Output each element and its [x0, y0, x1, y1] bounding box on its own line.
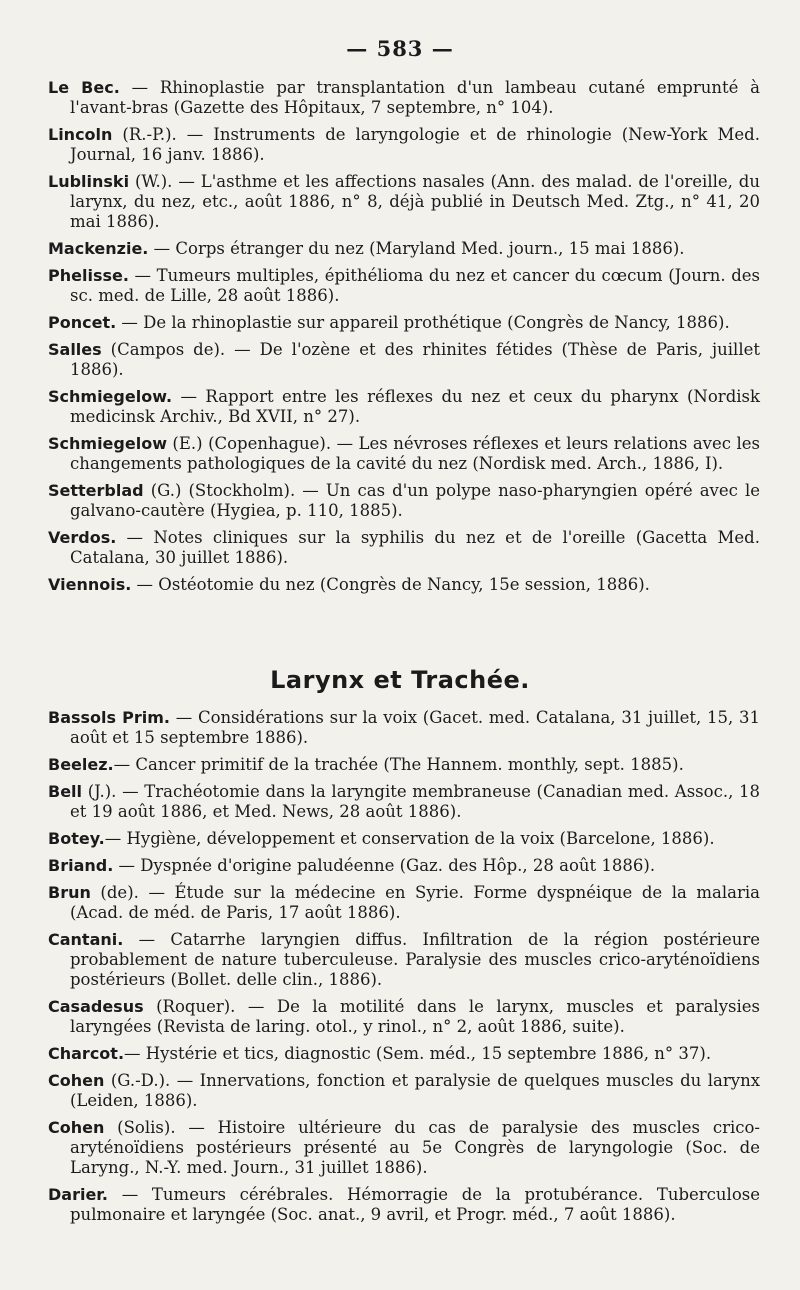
bibliography-entry: [48, 782, 760, 822]
bibliography-entry: [48, 1071, 760, 1111]
bibliography-entry: [48, 1185, 760, 1225]
bibliography-entry: [48, 708, 760, 748]
page-number: — 583 —: [346, 36, 454, 61]
bibliography-entry: [48, 829, 760, 849]
entry-author: Lincoln: [48, 125, 113, 144]
entry-author: Charcot.: [48, 1044, 125, 1063]
entry-text: — Rapport entre les réflexes du nez et ceux du pharynx (Nordisk medicinsk Archiv., Bd XVII, n° 27).: [70, 387, 760, 426]
entry-text: — Corps étranger du nez (Maryland Med. journ., 15 mai 1886).: [148, 239, 685, 258]
entry-author: Mackenzie.: [48, 239, 149, 258]
bibliography-entry: [48, 575, 760, 595]
entry-text: (de). — Étude sur la médecine en Syrie. Forme dyspnéique de la malaria (Acad. de méd. de Paris, 17 août 1886).: [70, 883, 760, 922]
bibliography-entry: [48, 387, 760, 427]
entry-text: — Considérations sur la voix (Gacet. med. Catalana, 31 juillet, 15, 31 août et 15 septembre 1886).: [70, 708, 760, 747]
bibliography-entry: [48, 930, 760, 990]
entry-text: (G.) (Stockholm). — Un cas d'un polype naso-pharyngien opéré avec le galvano-cautère (Hygiea, p. 110, 1885).: [70, 481, 760, 520]
bibliography-entry: [48, 883, 760, 923]
entry-author: Cohen: [48, 1071, 105, 1090]
entry-text: (Campos de). — De l'ozène et des rhinites fétides (Thèse de Paris, juillet 1886).: [70, 340, 760, 379]
entry-author: Botey.: [48, 829, 105, 848]
entry-author: Bell: [48, 782, 83, 801]
entry-text: — Rhinoplastie par transplantation d'un lambeau cutané emprunté à l'avant-bras (Gazette des Hôpitaux, 7 septembre, n° 104).: [70, 78, 761, 117]
entry-text: — Hystérie et tics, diagnostic (Sem. méd., 15 septembre 1886, n° 37).: [124, 1044, 712, 1063]
entry-author: Schmiegelow.: [48, 387, 173, 406]
entry-author: Casadesus: [48, 997, 144, 1016]
bibliography-entry: [48, 1118, 760, 1178]
bibliography-entry: [48, 1044, 760, 1064]
entry-author: Salles: [48, 340, 102, 359]
entry-text: (W.). — L'asthme et les affections nasales (Ann. des malad. de l'oreille, du larynx, du nez, etc., août 1886, n° 8, déjà publié in Deutsch Med. Ztg., n° 41, 20 mai 1886).: [70, 172, 760, 231]
bibliography-entry: [48, 340, 760, 380]
entry-author: Briand.: [48, 856, 114, 875]
entry-text: (R.-P.). — Instruments de laryngologie et de rhinologie (New-York Med. Journal, 16 janv. 1886).: [70, 125, 760, 164]
entry-author: Poncet.: [48, 313, 117, 332]
entry-author: Viennois.: [48, 575, 132, 594]
bibliography-entry: [48, 434, 760, 474]
bibliography-entry: [48, 997, 760, 1037]
entry-author: Verdos.: [48, 528, 117, 547]
entry-author: Cantani.: [48, 930, 124, 949]
bibliography-entry: [48, 856, 760, 876]
entry-text: (G.-D.). — Innervations, fonction et paralysie de quelques muscles du larynx (Leiden, 1886).: [70, 1071, 760, 1110]
entry-author: Phelisse.: [48, 266, 129, 285]
entry-text: — Tumeurs cérébrales. Hémorragie de la protubérance. Tuberculose pulmonaire et laryngée (Soc. anat., 9 avril, et Progr. méd., 7 août 1886).: [70, 1185, 760, 1224]
entry-text: (Solis). — Histoire ultérieure du cas de paralysie des muscles crico-aryténoïdiens postérieurs présenté au 5e Congrès de laryngologie (Soc. de Laryng., N.-Y. med. Journ., 31 juillet 1886).: [70, 1118, 760, 1177]
entry-text: — Dyspnée d'origine paludéenne (Gaz. des Hôp., 28 août 1886).: [113, 856, 656, 875]
bibliography-entry: [48, 755, 760, 775]
bibliography-entry: [48, 239, 760, 259]
entry-text: — De la rhinoplastie sur appareil prothétique (Congrès de Nancy, 1886).: [116, 313, 730, 332]
entry-text: — Catarrhe laryngien diffus. Infiltration de la région postérieure probablement de nature tuberculeuse. Paralysie des muscles crico-aryténoïdiens postérieurs (Bollet. delle clin., 1886).: [70, 930, 760, 989]
entry-text: — Ostéotomie du nez (Congrès de Nancy, 15e session, 1886).: [131, 575, 650, 594]
entry-text: (E.) (Copenhague). — Les névroses réflexes et leurs relations avec les changements pathologiques de la cavité du nez (Nordisk med. Arch., 1886, I).: [70, 434, 760, 473]
entry-text: (J.). — Trachéotomie dans la laryngite membraneuse (Canadian med. Assoc., 18 et 19 août 1886, et Med. News, 28 août 1886).: [70, 782, 760, 821]
entry-text: (Roquer). — De la motilité dans le larynx, muscles et paralysies laryngées (Revista de laring. otol., y rinol., n° 2, août 1886, suite).: [70, 997, 760, 1036]
bibliography-entry: [48, 266, 760, 306]
section-heading: Larynx et Trachée.: [270, 666, 530, 694]
nose-bibliography: [48, 78, 760, 602]
bibliography-entry: [48, 528, 760, 568]
bibliography-entry: [48, 78, 760, 118]
bibliography-entry: [48, 481, 760, 521]
entry-author: Schmiegelow: [48, 434, 167, 453]
entry-text: — Notes cliniques sur la syphilis du nez et de l'oreille (Gacetta Med. Catalana, 30 juillet 1886).: [70, 528, 760, 567]
bibliography-entry: [48, 172, 760, 232]
entry-author: Brun: [48, 883, 91, 902]
entry-author: Bassols Prim.: [48, 708, 170, 727]
entry-author: Le Bec.: [48, 78, 120, 97]
entry-author: Beelez.: [48, 755, 114, 774]
entry-author: Darier.: [48, 1185, 108, 1204]
bibliography-entry: [48, 125, 760, 165]
entry-author: Setterblad: [48, 481, 144, 500]
entry-text: — Tumeurs multiples, épithélioma du nez et cancer du cœcum (Journ. des sc. med. de Lille, 28 août 1886).: [70, 266, 760, 305]
entry-author: Lublinski: [48, 172, 130, 191]
entry-text: — Cancer primitif de la trachée (The Hannem. monthly, sept. 1885).: [113, 755, 684, 774]
larynx-bibliography: [48, 708, 760, 1232]
entry-text: — Hygiène, développement et conservation de la voix (Barcelone, 1886).: [104, 829, 715, 848]
bibliography-entry: [48, 313, 760, 333]
entry-author: Cohen: [48, 1118, 105, 1137]
